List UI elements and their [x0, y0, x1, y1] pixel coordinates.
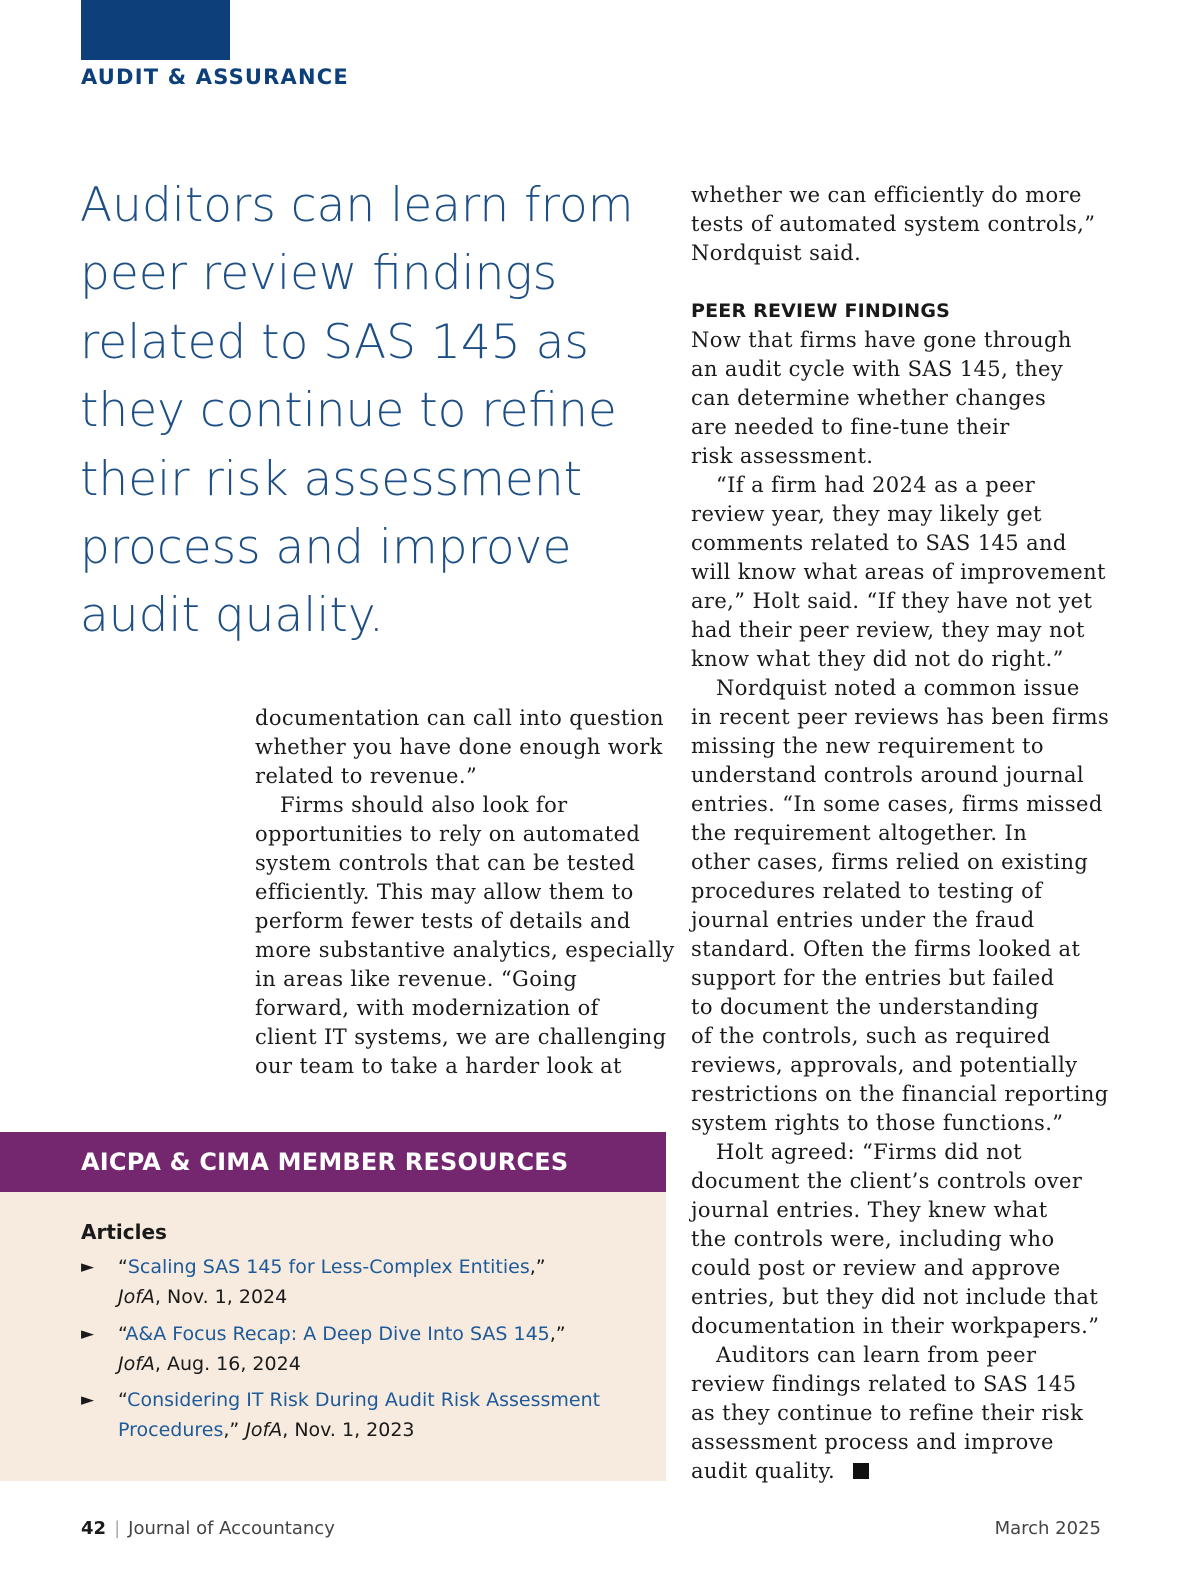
resource-text — [118, 1252, 641, 1312]
text-line: restrictions on the financial reporting — [691, 1082, 1109, 1106]
pull-quote — [80, 172, 650, 651]
text-line: in recent peer reviews has been firms — [691, 705, 1110, 729]
resource-publication: JofA — [118, 1353, 155, 1375]
resource-publication: JofA — [245, 1419, 283, 1441]
body-paragraph — [691, 326, 1111, 471]
section-color-bar — [81, 0, 230, 60]
text-line: will know what areas of improvement — [691, 560, 1106, 584]
close-quote: ,” — [223, 1419, 246, 1441]
section-label: AUDIT & ASSURANCE — [81, 65, 349, 89]
triangle-bullet-icon: ► — [81, 1257, 95, 1277]
right-article-column — [691, 181, 1111, 1486]
pull-quote-line: peer review findings — [80, 246, 558, 302]
close-quote: ,” — [549, 1323, 566, 1345]
text-line: support for the entries but failed — [691, 966, 1055, 990]
close-quote: ,” — [529, 1256, 546, 1278]
triangle-bullet-icon: ► — [81, 1324, 95, 1344]
text-line: Now that firms have gone through — [691, 328, 1072, 352]
footer-left — [81, 1518, 335, 1539]
pull-quote-line: related to SAS 145 as — [80, 314, 589, 370]
text-line: are,” Holt said. “If they have not yet — [691, 589, 1093, 613]
pull-quote-line: Auditors can learn from — [80, 178, 634, 233]
text-line: the requirement altogether. In — [691, 821, 1028, 845]
pull-quote-line: audit quality. — [80, 588, 384, 644]
body-paragraph — [691, 1341, 1111, 1486]
articles-subheading: Articles — [81, 1220, 167, 1244]
open-quote: “ — [118, 1256, 128, 1278]
text-line: an audit cycle with SAS 145, they — [691, 357, 1064, 381]
resource-text — [118, 1319, 641, 1379]
text-line: forward, with modernization of — [255, 996, 599, 1020]
text-line: risk assessment. — [691, 444, 874, 468]
text-line: Firms should also look for — [280, 793, 568, 817]
text-line: review year, they may likely get — [691, 502, 1042, 526]
text-line: journal entries under the fraud — [691, 908, 1035, 932]
text-line: documentation can call into question — [255, 706, 664, 730]
member-resources-box — [0, 1132, 666, 1481]
pull-quote-line: their risk assessment — [80, 451, 583, 507]
footer-separator: | — [114, 1518, 121, 1539]
text-line: client IT systems, we are challenging — [255, 1025, 667, 1049]
text-line: more substantive analytics, especially — [255, 938, 675, 962]
text-line: entries, but they did not include that — [691, 1285, 1099, 1309]
section-subheading: PEER REVIEW FINDINGS — [691, 300, 951, 322]
footer-date: March 2025 — [994, 1518, 1101, 1539]
page-number: 42 — [81, 1518, 107, 1539]
member-resources-header — [0, 1132, 666, 1192]
text-line: opportunities to rely on automated — [255, 822, 641, 846]
open-quote: “ — [118, 1323, 126, 1345]
open-quote: “ — [118, 1389, 128, 1411]
member-resources-title: AICPA & CIMA MEMBER RESOURCES — [81, 1148, 569, 1176]
text-line: assessment process and improve — [691, 1430, 1054, 1454]
resource-date: , Aug. 16, 2024 — [154, 1353, 301, 1375]
resource-item — [81, 1385, 641, 1445]
text-line: system rights to those functions.” — [691, 1111, 1064, 1135]
text-line: perform fewer tests of details and — [255, 909, 631, 933]
text-line: had their peer review, they may not — [691, 618, 1085, 642]
text-line: document the client’s controls over — [691, 1169, 1083, 1193]
text-line: our team to take a harder look at — [255, 1054, 622, 1078]
resource-item — [81, 1252, 641, 1312]
text-line: to document the understanding — [691, 995, 1040, 1019]
end-of-article-square-icon — [853, 1463, 869, 1479]
text-line: tests of automated system controls,” — [691, 212, 1096, 236]
text-line: know what they did not do right.” — [691, 647, 1064, 671]
text-line: journal entries. They knew what — [691, 1198, 1048, 1222]
footer-publication: Journal of Accountancy — [128, 1518, 335, 1539]
text-line: system controls that can be tested — [255, 851, 636, 875]
resource-date: , Nov. 1, 2023 — [282, 1419, 415, 1441]
resource-link[interactable]: A&A Focus Recap: A Deep Dive Into SAS 145 — [125, 1323, 550, 1345]
resource-text — [118, 1385, 608, 1445]
last-text-line — [691, 1457, 1111, 1486]
middle-article-column — [255, 704, 675, 1081]
text-line: procedures related to testing of — [691, 879, 1043, 903]
text-line: are needed to fine-tune their — [691, 415, 1010, 439]
resource-publication: JofA — [118, 1286, 155, 1308]
triangle-bullet-icon: ► — [81, 1390, 95, 1410]
text-line: documentation in their workpapers.” — [691, 1314, 1100, 1338]
text-line: reviews, approvals, and potentially — [691, 1053, 1078, 1077]
text-line: in areas like revenue. “Going — [255, 967, 578, 991]
body-paragraph — [255, 704, 670, 791]
text-line: the controls were, including who — [691, 1227, 1055, 1251]
resource-item — [81, 1319, 641, 1379]
text-line: audit quality. — [691, 1459, 836, 1483]
text-line: Nordquist said. — [691, 241, 862, 265]
body-paragraph — [691, 1138, 1111, 1341]
body-paragraph — [691, 471, 1111, 674]
pull-quote-line: process and improve — [80, 520, 572, 576]
text-line: of the controls, such as required — [691, 1024, 1051, 1048]
text-line: comments related to SAS 145 and — [691, 531, 1067, 555]
text-line: Nordquist noted a common issue — [716, 676, 1080, 700]
text-line: Holt agreed: “Firms did not — [716, 1140, 1022, 1164]
text-line: whether we can efficiently do more — [691, 183, 1082, 207]
body-paragraph — [255, 791, 675, 1081]
pull-quote-line: they continue to refine — [80, 383, 617, 439]
text-line: efficiently. This may allow them to — [255, 880, 634, 904]
body-paragraph — [691, 674, 1111, 1138]
text-line: understand controls around journal — [691, 763, 1085, 787]
text-line: missing the new requirement to — [691, 734, 1044, 758]
resource-link[interactable]: Scaling SAS 145 for Less-Complex Entities — [127, 1256, 530, 1278]
text-line: other cases, firms relied on existing — [691, 850, 1089, 874]
body-paragraph — [691, 181, 1111, 268]
text-line: could post or review and approve — [691, 1256, 1061, 1280]
resource-date: , Nov. 1, 2024 — [154, 1286, 288, 1308]
text-line: standard. Often the firms looked at — [691, 937, 1081, 961]
text-line: review findings related to SAS 145 — [691, 1372, 1077, 1396]
text-line: entries. “In some cases, firms missed — [691, 792, 1103, 816]
text-line: related to revenue.” — [255, 764, 478, 788]
text-line: can determine whether changes — [691, 386, 1047, 410]
text-line: Auditors can learn from peer — [716, 1343, 1037, 1367]
text-line: whether you have done enough work — [255, 735, 663, 759]
text-line: as they continue to refine their risk — [691, 1401, 1084, 1425]
resource-link[interactable]: Considering IT Risk During Audit Risk Assessment Procedures — [118, 1389, 601, 1441]
text-line: “If a firm had 2024 as a peer — [716, 473, 1036, 497]
